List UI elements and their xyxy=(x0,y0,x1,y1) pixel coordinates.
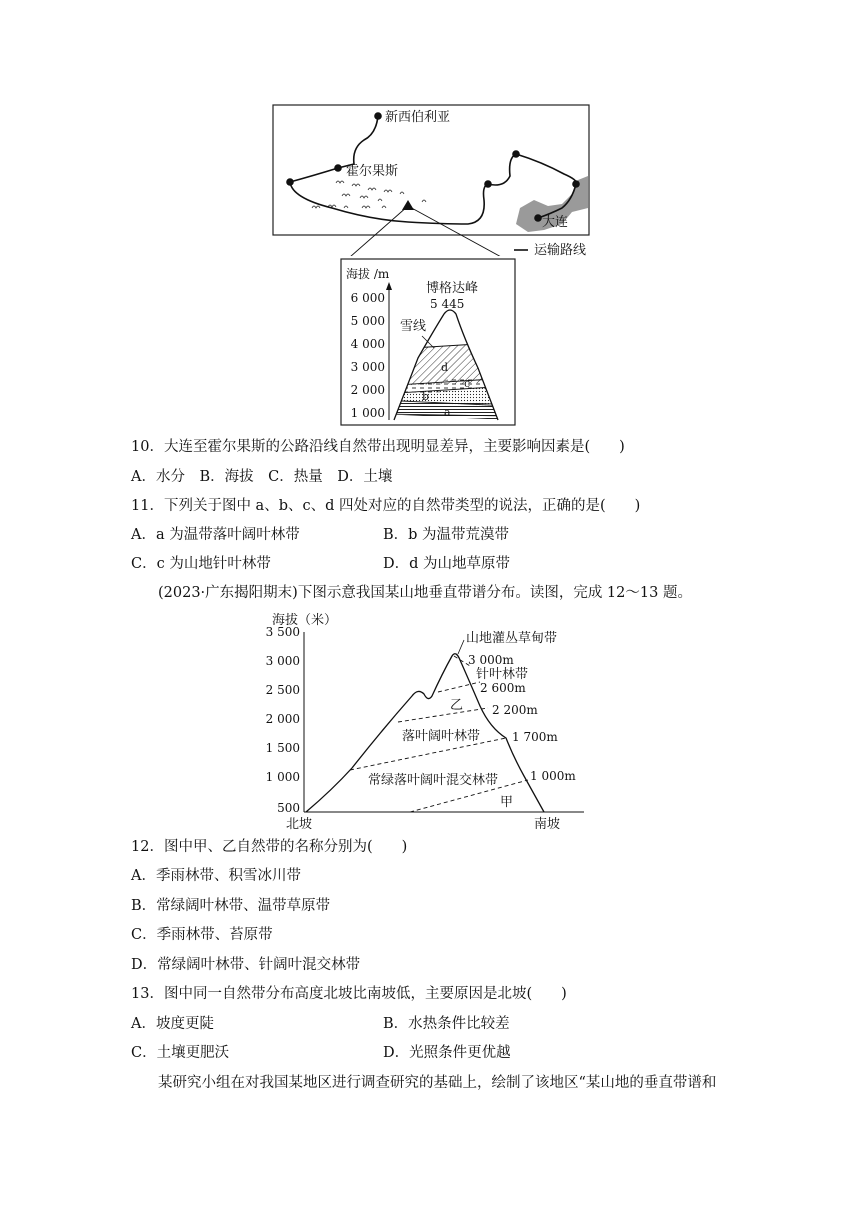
h-3000: 3 000m xyxy=(468,653,514,667)
intro-12-13: (2023·广东揭阳期末)下图示意我国某山地垂直带谱分布。读图，完成 12～13 题。 xyxy=(158,585,692,601)
zone-deciduous: 落叶阔叶林带 xyxy=(402,729,481,744)
bogda-profile xyxy=(340,258,520,428)
svg-text:2 500: 2 500 xyxy=(265,683,300,697)
q13-stem: 13．图中同一自然带分布高度北坡比南坡低，主要原因是北坡( ) xyxy=(131,986,567,1002)
zone-yi: 乙 xyxy=(450,698,464,713)
place-dalian: 大连 xyxy=(542,215,569,230)
zone-conifer: 针叶林带 xyxy=(476,667,529,682)
svg-text:500: 500 xyxy=(277,801,300,815)
south-slope-label: 南坡 xyxy=(534,817,561,832)
svg-text:1 500: 1 500 xyxy=(265,741,300,755)
zone-label-d: d xyxy=(441,361,449,374)
h-2200: 2 200m xyxy=(492,703,538,717)
q13-option-d: D．光照条件更优越 xyxy=(383,1045,511,1061)
zone-mixed: 常绿落叶阔叶混交林带 xyxy=(368,773,499,788)
h-2600: 2 600m xyxy=(480,681,526,695)
profile1-y-label: 海拔 /m xyxy=(346,267,390,281)
mountain-vertical-zones xyxy=(262,610,592,832)
q11-stem: 11．下列关于图中 a、b、c、d 四处对应的自然带类型的说法，正确的是( ) xyxy=(131,498,641,514)
zone-label-c: c xyxy=(464,377,471,390)
snowline-label: 雪线 xyxy=(400,319,427,334)
route-map xyxy=(272,104,602,256)
zone-label-a: a xyxy=(444,406,451,419)
q13-option-c: C．土壤更肥沃 xyxy=(131,1045,230,1061)
q10-options: A．水分 B．海拔 C．热量 D．土壤 xyxy=(131,469,393,485)
north-slope-label: 北坡 xyxy=(286,817,313,832)
zone-shrub: 山地灌丛草甸带 xyxy=(466,631,558,646)
profile2-ticks xyxy=(266,625,300,815)
q13-option-a: A．坡度更陡 xyxy=(131,1016,214,1032)
q12-option-b: B．常绿阔叶林带、温带草原带 xyxy=(131,898,331,914)
q10-stem: 10．大连至霍尔果斯的公路沿线自然带出现明显差异，主要影响因素是( ) xyxy=(131,439,625,455)
q11-option-b: B．b 为温带荒漠带 xyxy=(383,527,510,543)
q12-option-d: D．常绿阔叶林带、针阔叶混交林带 xyxy=(131,957,361,973)
zone-jia: 甲 xyxy=(500,795,514,810)
peak-name: 博格达峰 xyxy=(426,281,479,296)
q12-option-a: A．季雨林带、积雪冰川带 xyxy=(131,868,301,884)
profile2-y-label: 海拔（米） xyxy=(272,613,338,628)
svg-text:4 000: 4 000 xyxy=(350,337,385,351)
zone-label-b: b xyxy=(422,390,430,403)
svg-text:3 500: 3 500 xyxy=(265,625,300,639)
h-1000: 1 000m xyxy=(530,769,576,783)
svg-text:1 000: 1 000 xyxy=(265,770,300,784)
svg-text:1 000: 1 000 xyxy=(350,406,385,420)
place-huoerguosi: 霍尔果斯 xyxy=(346,164,399,179)
svg-text:3 000: 3 000 xyxy=(265,654,300,668)
trailing-paragraph: 某研究小组在对我国某地区进行调查研究的基础上，绘制了该地区“某山地的垂直带谱和 xyxy=(158,1075,717,1091)
q12-option-c: C．季雨林带、苔原带 xyxy=(131,927,273,943)
peak-height: 5 445 xyxy=(430,297,465,311)
q11-option-a: A．a 为温带落叶阔叶林带 xyxy=(131,527,300,543)
legend-label: 运输路线 xyxy=(534,243,587,256)
place-xinxiboliya: 新西伯利亚 xyxy=(385,110,451,125)
svg-text:2 000: 2 000 xyxy=(350,383,385,397)
q11-option-c: C．c 为山地针叶林带 xyxy=(131,556,271,572)
q11-option-d: D．d 为山地草原带 xyxy=(383,556,511,572)
svg-text:2 000: 2 000 xyxy=(265,712,300,726)
svg-text:3 000: 3 000 xyxy=(350,360,385,374)
q12-stem: 12．图中甲、乙自然带的名称分别为( ) xyxy=(131,839,408,855)
q13-option-b: B．水热条件比较差 xyxy=(383,1016,510,1032)
h-1700: 1 700m xyxy=(512,730,558,744)
svg-text:6 000: 6 000 xyxy=(350,291,385,305)
svg-text:5 000: 5 000 xyxy=(350,314,385,328)
